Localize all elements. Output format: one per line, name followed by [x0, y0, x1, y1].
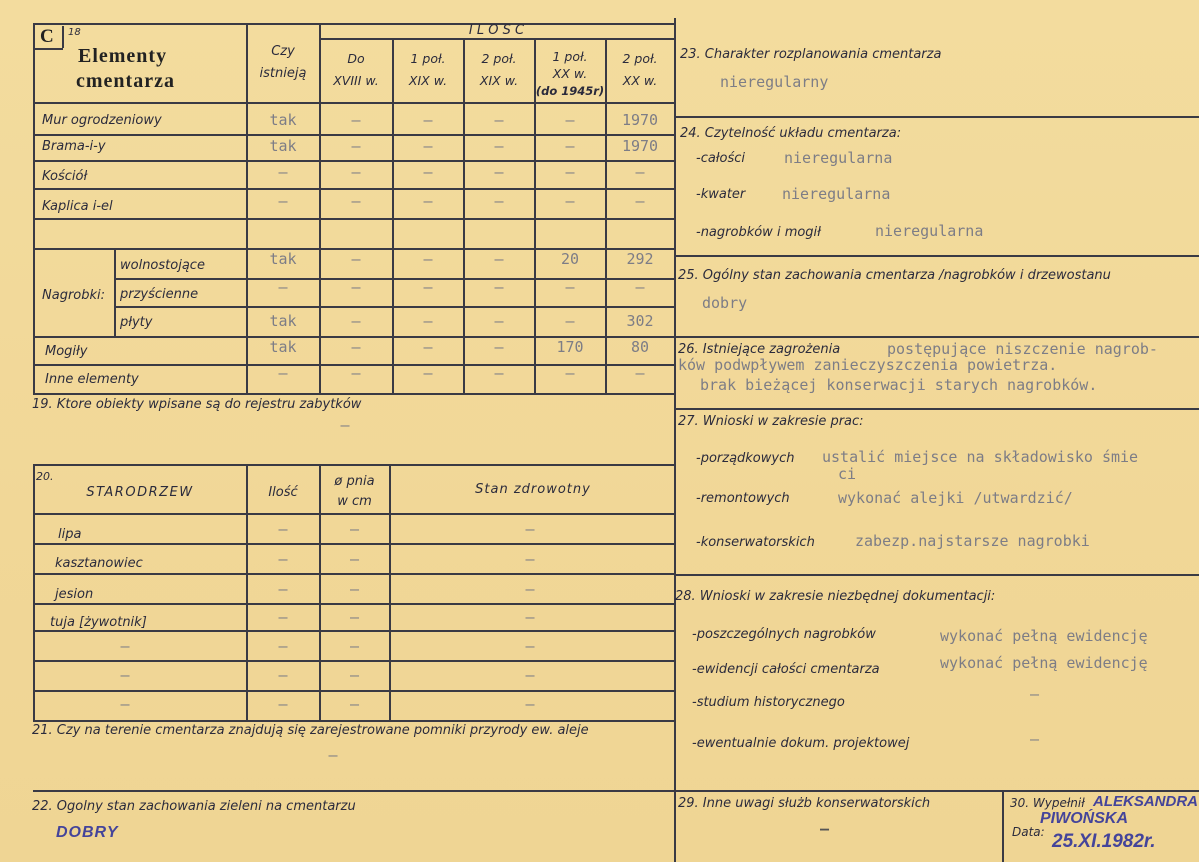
section-letter: C: [40, 26, 55, 47]
cell-value: –: [423, 111, 433, 129]
q28-item-label: -ewidencji całości cmentarza: [692, 662, 880, 677]
tree-stan: –: [525, 608, 535, 626]
cell-value: –: [635, 278, 645, 296]
q28-item-value: wykonać pełną ewidencję: [940, 627, 1148, 645]
cell-value: –: [423, 192, 433, 210]
cell-value: –: [494, 338, 504, 356]
cell-value: –: [423, 338, 433, 356]
rule: [33, 464, 675, 466]
row-label-brama: Brama-i-y: [42, 139, 106, 154]
cell-value: –: [494, 137, 504, 155]
q24-item-value: nieregularna: [875, 222, 984, 240]
rule: [33, 23, 35, 395]
rule: [33, 630, 675, 632]
tree-ilosc: –: [278, 637, 288, 655]
rule: [33, 660, 675, 662]
tree-pnia: –: [349, 608, 360, 626]
cell-value: –: [423, 137, 433, 155]
q28-item-label: -studium historycznego: [692, 695, 845, 710]
tree-ilosc: –: [278, 666, 288, 684]
header-pnia-1: ø pnia: [334, 474, 375, 489]
cell-value: –: [494, 163, 504, 181]
data-label: Data:: [1012, 825, 1045, 839]
q30-name-1: ALEKSANDRA: [1093, 793, 1198, 810]
q24-item-value: nieregularna: [782, 185, 891, 203]
row-label-kosciol: Kościół: [42, 169, 88, 184]
rule: [1002, 790, 1004, 862]
cell-value: 80: [630, 338, 650, 356]
tree-stan: –: [525, 666, 535, 684]
cell-value: –: [635, 192, 645, 210]
q26-line3: brak bieżącej konserwacji starych nagrobków.: [700, 376, 1098, 394]
row-label-mogily: Mogiły: [45, 344, 88, 359]
cell-value: –: [351, 364, 361, 382]
rule: [33, 48, 63, 50]
rule: [33, 690, 675, 692]
tree-ilosc: –: [278, 580, 288, 598]
rule: [389, 464, 391, 720]
header-istnieja: istnieją: [259, 66, 307, 81]
cell-value: 170: [556, 338, 584, 356]
tree-name: tuja [żywotnik]: [50, 615, 147, 630]
q28-label: 28. Wnioski w zakresie niezbędnej dokumentacji:: [675, 589, 996, 604]
header-stan: Stan zdrowotny: [475, 482, 591, 497]
cell-value: –: [423, 163, 433, 181]
row-label-kaplica: Kaplica i-el: [42, 199, 113, 214]
q23-value: nieregularny: [720, 73, 829, 91]
cell-value: 20: [560, 250, 580, 268]
cell-value: –: [423, 364, 433, 382]
q27-item-value: zabezp.najstarsze nagrobki: [855, 532, 1090, 550]
row-label-mur: Mur ogrodzeniowy: [42, 113, 162, 128]
tree-pnia: –: [349, 666, 360, 684]
rule: [33, 102, 675, 104]
q27-item-value: wykonać alejki /utwardzić/: [838, 489, 1073, 507]
rule: [33, 218, 675, 220]
cell-czy: tak: [269, 111, 297, 129]
tree-ilosc: –: [278, 608, 288, 626]
cell-czy: –: [278, 364, 288, 382]
rule: [62, 26, 64, 48]
col-header-2: 1 poł. XIX w.: [408, 51, 448, 88]
tree-name: –: [120, 637, 130, 655]
cell-value: –: [635, 163, 645, 181]
col-header-4: 1 poł. XX w. (do 1945r): [535, 49, 605, 98]
rule: [33, 188, 675, 190]
rule: [33, 134, 675, 136]
cell-czy: tak: [269, 137, 297, 155]
rule: [675, 790, 1199, 792]
cell-value: 302: [626, 312, 654, 330]
rule: [114, 306, 675, 308]
cell-value: –: [565, 192, 575, 210]
col-header-5: 2 poł. XX w.: [622, 51, 658, 88]
cell-value: –: [351, 278, 361, 296]
tree-ilosc: –: [278, 550, 288, 568]
q30-name-2: PIWOŃSKA: [1040, 810, 1128, 827]
rule: [33, 573, 675, 575]
q28-item-label: -poszczególnych nagrobków: [692, 627, 876, 642]
tree-pnia: –: [349, 580, 360, 598]
nagrobki-label: Nagrobki:: [42, 288, 106, 303]
rule: [675, 336, 1199, 338]
cell-value: –: [565, 137, 575, 155]
q26-line2: ków podwpływem zanieczyszczenia powietrza.: [678, 356, 1058, 374]
col-header-3: 2 poł. XIX w.: [479, 51, 519, 88]
cell-czy: –: [278, 192, 288, 210]
tree-stan: –: [525, 550, 535, 568]
rule: [33, 513, 675, 515]
section-number: 18: [68, 27, 81, 38]
rule: [674, 18, 676, 862]
q27-item-label: -konserwatorskich: [696, 535, 815, 550]
table-title-line2: cmentarza: [76, 70, 175, 92]
cell-value: –: [565, 312, 575, 330]
rule: [33, 464, 35, 720]
q24-label: 24. Czytelność układu cmentarza:: [680, 126, 902, 141]
q27-item-label: -porządkowych: [696, 451, 795, 466]
q21-value: –: [328, 746, 338, 764]
q28-item-value: wykonać pełną ewidencję: [940, 654, 1148, 672]
tree-stan: –: [525, 637, 535, 655]
rule: [33, 393, 675, 395]
table-title-line1: Elementy: [78, 45, 168, 67]
cell-value: –: [565, 278, 575, 296]
rule: [675, 255, 1199, 257]
row-label-przyscienne: przyścienne: [120, 287, 199, 302]
tree-stan: –: [525, 695, 535, 713]
q27-label: 27. Wnioski w zakresie prac:: [678, 414, 864, 429]
cell-value: –: [494, 312, 504, 330]
tree-name: jesion: [55, 587, 94, 602]
cell-value: –: [423, 250, 433, 268]
header-tree-ilosc: Ilość: [268, 485, 298, 500]
tree-name: kasztanowiec: [55, 556, 143, 571]
tree-pnia: –: [349, 520, 360, 538]
q20-number: 20.: [36, 470, 54, 483]
rule: [114, 248, 116, 336]
tree-stan: –: [525, 520, 535, 538]
q29-value: –: [820, 820, 830, 838]
q21-label: 21. Czy na terenie cmentarza znajdują się zarejestrowane pomniki przyrody ew. aleje: [32, 723, 589, 738]
q26-label: 26. Istniejące zagrożenia: [678, 342, 841, 357]
tree-stan: –: [525, 580, 535, 598]
cell-value: –: [494, 111, 504, 129]
cell-value: –: [351, 163, 361, 181]
q22-value: DOBRY: [56, 824, 119, 841]
rule: [33, 720, 675, 722]
cell-value: –: [351, 192, 361, 210]
q23-label: 23. Charakter rozplanowania cmentarza: [680, 47, 942, 62]
cell-value: –: [423, 278, 433, 296]
rule: [675, 116, 1199, 118]
header-czy: Czy: [271, 44, 295, 59]
q25-label: 25. Ogólny stan zachowania cmentarza /nagrobków i drzewostanu: [678, 268, 1111, 283]
rule: [33, 603, 675, 605]
cell-value: –: [351, 312, 361, 330]
q27-item-label: -remontowych: [696, 491, 790, 506]
tree-name: lipa: [58, 527, 82, 542]
cell-value: –: [494, 364, 504, 382]
cell-czy: –: [278, 278, 288, 296]
cell-value: –: [565, 111, 575, 129]
q27-item-value: ustalić miejsce na składowisko śmie: [822, 448, 1139, 466]
cell-czy: tak: [269, 250, 297, 268]
q28-item-label: -ewentualnie dokum. projektowej: [692, 736, 910, 751]
cell-czy: tak: [269, 338, 297, 356]
cell-value: –: [635, 364, 645, 382]
cell-value: 1970: [621, 111, 659, 129]
rule: [33, 543, 675, 545]
tree-name: –: [120, 695, 130, 713]
row-label-plyty: płyty: [120, 315, 153, 330]
q28-item-value: –: [1030, 685, 1040, 703]
tree-name: –: [120, 666, 130, 684]
q26-line1: postępujące niszczenie nagrob-: [887, 340, 1158, 358]
rule: [675, 408, 1199, 410]
tree-pnia: –: [349, 637, 360, 655]
cell-value: –: [565, 364, 575, 382]
q24-item-label: -kwater: [696, 187, 746, 202]
tree-ilosc: –: [278, 520, 288, 538]
rule: [33, 160, 675, 162]
header-ilosc: I L O S C: [468, 23, 525, 38]
cell-value: –: [565, 163, 575, 181]
rule: [675, 574, 1199, 576]
cell-czy: tak: [269, 312, 297, 330]
q19-value: –: [340, 416, 350, 434]
tree-pnia: –: [349, 550, 360, 568]
rule: [319, 38, 674, 40]
rule: [33, 790, 675, 792]
col-header-1: Do XVIII w.: [333, 51, 379, 88]
q24-item-label: -nagrobków i mogił: [696, 225, 821, 240]
tree-ilosc: –: [278, 695, 288, 713]
q28-item-value: –: [1030, 730, 1040, 748]
header-pnia-2: w cm: [337, 494, 372, 509]
row-label-wolnostojace: wolnostojące: [120, 258, 205, 273]
q19-label: 19. Ktore obiekty wpisane są do rejestru zabytków: [32, 397, 362, 412]
cell-value: –: [351, 137, 361, 155]
q22-label: 22. Ogolny stan zachowania zieleni na cmentarzu: [32, 799, 356, 814]
cell-value: –: [494, 192, 504, 210]
cell-value: 292: [626, 250, 654, 268]
q25-value: dobry: [702, 294, 748, 312]
cell-value: –: [351, 338, 361, 356]
cell-value: –: [351, 111, 361, 129]
q29-label: 29. Inne uwagi służb konserwatorskich: [678, 796, 931, 811]
tree-pnia: –: [349, 695, 360, 713]
q24-item-label: -całości: [696, 151, 746, 166]
row-label-inne: Inne elementy: [45, 372, 139, 387]
header-starodrzew: STARODRZEW: [86, 485, 194, 500]
q30-label: 30. Wypełnił: [1010, 796, 1085, 810]
cell-value: –: [494, 278, 504, 296]
data-value: 25.XI.1982r.: [1052, 831, 1156, 852]
cell-czy: –: [278, 163, 288, 181]
cell-value: –: [423, 312, 433, 330]
q24-item-value: nieregularna: [784, 149, 893, 167]
cell-value: –: [494, 250, 504, 268]
q27-item-value-cont: ci: [838, 465, 857, 483]
cell-value: –: [351, 250, 361, 268]
cell-value: 1970: [621, 137, 659, 155]
